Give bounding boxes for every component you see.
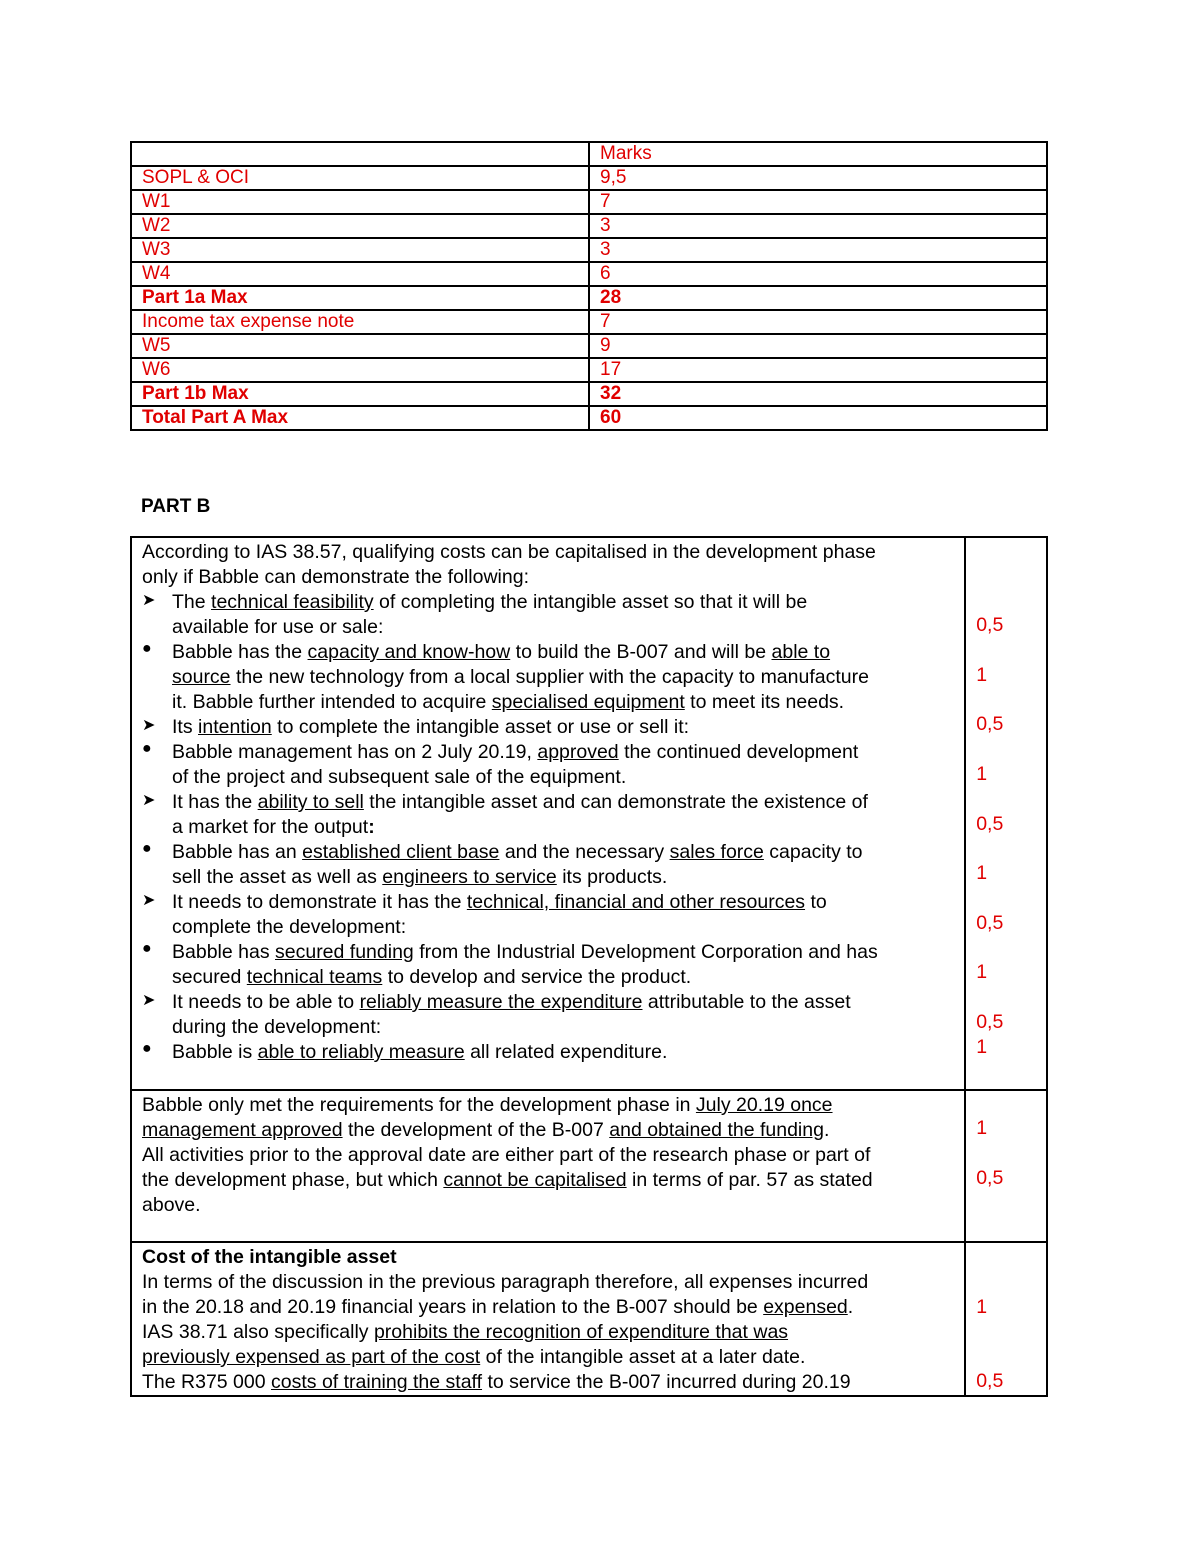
marks-row-value: 7 [589, 310, 1047, 334]
marks-row [131, 214, 1047, 238]
marks-row-label: SOPL & OCI [131, 166, 589, 190]
cost-marks-cell [965, 1242, 1047, 1396]
requirements-marks-cell [965, 1090, 1047, 1242]
part-b-section-criteria [131, 537, 1047, 1090]
marks-header-label [131, 142, 589, 166]
underlined-term: capacity and know-how [307, 641, 511, 663]
underlined-term: established client base [302, 841, 500, 863]
arrow-item: ➤ It needs to demonstrate it has the technical, financial and other resources to complete the development: [142, 891, 827, 938]
underlined-term: reliably measure the expenditure [359, 991, 643, 1013]
marks-row-label: W5 [131, 334, 589, 358]
marks-row [131, 190, 1047, 214]
arrow-item: ➤ It has the ability to sell the intangible asset and can demonstrate the existence of a market for the output: [142, 791, 868, 838]
mark-value: 1 [976, 1036, 988, 1058]
underlined-term: technical, financial and other resources [466, 891, 806, 913]
underlined-term: costs of training the staff [271, 1371, 483, 1393]
mark-value: 1 [976, 1296, 988, 1318]
arrow-item: ➤ It needs to be able to reliably measure the expenditure attributable to the asset during the development: [142, 991, 851, 1038]
underlined-term: ability to sell [257, 791, 364, 813]
underlined-term: expensed [763, 1296, 848, 1318]
underlined-term: intention [198, 716, 272, 738]
arrow-bullet-icon: ➤ [142, 792, 156, 809]
arrow-item: ➤ The technical feasibility of completing the intangible asset so that it will be available for use or sale: [142, 591, 808, 638]
arrow-bullet-icon: ➤ [142, 892, 156, 909]
marks-row-value: 9 [589, 334, 1047, 358]
dot-bullet-icon: ● [142, 640, 152, 657]
mark-value: 1 [976, 763, 988, 785]
marks-row [131, 238, 1047, 262]
marks-row-value: 60 [589, 406, 1047, 430]
marks-row-value: 3 [589, 214, 1047, 238]
part-b-section-cost [131, 1242, 1047, 1396]
marks-row-label: Total Part A Max [131, 406, 589, 430]
underlined-term: and obtained the funding [609, 1119, 824, 1141]
marks-total-row [131, 406, 1047, 430]
dot-item: ● Babble is able to reliably measure all related expenditure. [142, 1040, 668, 1063]
marks-row-value: 17 [589, 358, 1047, 382]
marks-row [131, 334, 1047, 358]
marks-row-label: Income tax expense note [131, 310, 589, 334]
marks-header-value: Marks [589, 142, 1047, 166]
mark-value: 1 [976, 1117, 988, 1139]
mark-value: 0,5 [976, 813, 1004, 835]
marks-row-value: 9,5 [589, 166, 1047, 190]
underlined-term: prohibits the recognition of expenditure that was [373, 1321, 789, 1343]
underlined-term: able to reliably measure [257, 1041, 465, 1063]
underlined-term: able to [771, 641, 831, 663]
marks-row-value: 6 [589, 262, 1047, 286]
underlined-term: previously expensed as part of the cost [142, 1346, 481, 1368]
underlined-term: technical teams [246, 966, 383, 988]
underlined-term: sales force [669, 841, 764, 863]
part-b-heading: PART B [141, 496, 211, 517]
arrow-bullet-icon: ➤ [142, 992, 156, 1009]
dot-item: ● Babble management has on 2 July 20.19, approved the continued development of the project and subsequent sale of the equipment. [142, 740, 859, 788]
dot-item: ● Babble has an established client base and the necessary sales force capacity to sell the asset as well as engineers to service its products. [142, 840, 863, 888]
mark-value: 1 [976, 862, 988, 884]
mark-value: 0,5 [976, 713, 1004, 735]
marks-row-value: 28 [589, 286, 1047, 310]
arrow-item: ➤ Its intention to complete the intangible asset or use or sell it: [142, 716, 690, 738]
marks-row-label: Part 1b Max [131, 382, 589, 406]
marks-row [131, 262, 1047, 286]
underlined-term: management approved [142, 1119, 343, 1141]
intro-line: According to IAS 38.57, qualifying costs can be capitalised in the development phase [142, 541, 876, 563]
dot-item: ● Babble has the capacity and know-how to build the B-007 and will be able to source the new technology from a local supplier with the capacity to manufacture it. Babble further intended to acquire specialised equipment to meet its needs. [142, 640, 869, 713]
part-b-section-requirements-met [131, 1090, 1047, 1242]
cost-text-cell: Cost of the intangible asset In terms of the discussion in the previous paragraph therefore, all expenses incurred in the 20.18 and 20.19 financial years in relation to the B-007 should be expensed. IAS 38.71 also specifically prohibits the recognition of expenditure that was previously expensed as part of the cost of the intangible asset at a later date. The R375 000 costs of training the staff to service the B-007 incurred during 20.19 [131, 1242, 965, 1396]
dot-bullet-icon: ● [142, 840, 152, 857]
marks-subtotal-row [131, 382, 1047, 406]
marks-row [131, 166, 1047, 190]
underlined-term: specialised equipment [491, 691, 685, 713]
part-b-table [130, 536, 1048, 1397]
underlined-term: secured funding [275, 941, 414, 963]
dot-bullet-icon: ● [142, 740, 152, 757]
underlined-term: July 20.19 once [695, 1094, 833, 1116]
mark-value: 0,5 [976, 614, 1004, 636]
criteria-marks-cell [965, 537, 1047, 1090]
marks-row-label: Part 1a Max [131, 286, 589, 310]
marks-subtotal-row [131, 286, 1047, 310]
arrow-bullet-icon: ➤ [142, 717, 156, 734]
marks-row-value: 3 [589, 238, 1047, 262]
mark-value: 0,5 [976, 912, 1004, 934]
dot-bullet-icon: ● [142, 1040, 152, 1057]
marks-row-label: W4 [131, 262, 589, 286]
dot-item: ● Babble has secured funding from the Industrial Development Corporation and has secured technical teams to develop and service the product. [142, 940, 878, 988]
marks-row [131, 310, 1047, 334]
marks-row [131, 358, 1047, 382]
mark-value: 0,5 [976, 1167, 1004, 1189]
marks-row-label: W2 [131, 214, 589, 238]
marks-row-label: W6 [131, 358, 589, 382]
marks-header-row [131, 142, 1047, 166]
underlined-term: source [172, 666, 231, 688]
underlined-term: cannot be capitalised [443, 1169, 627, 1191]
arrow-bullet-icon: ➤ [142, 592, 156, 609]
mark-value: 0,5 [976, 1011, 1004, 1033]
underlined-term: approved [537, 741, 619, 763]
marks-row-label: W3 [131, 238, 589, 262]
marks-row-label: W1 [131, 190, 589, 214]
marks-table [130, 141, 1048, 431]
mark-value: 0,5 [976, 1370, 1004, 1392]
intro-line: only if Babble can demonstrate the following: [142, 566, 529, 588]
cost-heading: Cost of the intangible asset [142, 1246, 397, 1268]
requirements-text-cell: Babble only met the requirements for the development phase in July 20.19 once management approved the development of the B-007 and obtained the funding. All activities prior to the approval date are either part of the research phase or part of the development phase, but which cannot be capitalised in terms of par. 57 as stated above. [131, 1090, 965, 1242]
marks-row-value: 32 [589, 382, 1047, 406]
dot-bullet-icon: ● [142, 940, 152, 957]
underlined-term: technical feasibility [211, 591, 374, 613]
criteria-text-cell [131, 537, 965, 1090]
mark-value: 1 [976, 961, 988, 983]
marks-row-value: 7 [589, 190, 1047, 214]
mark-value: 1 [976, 664, 988, 686]
underlined-term: engineers to service [382, 866, 557, 888]
